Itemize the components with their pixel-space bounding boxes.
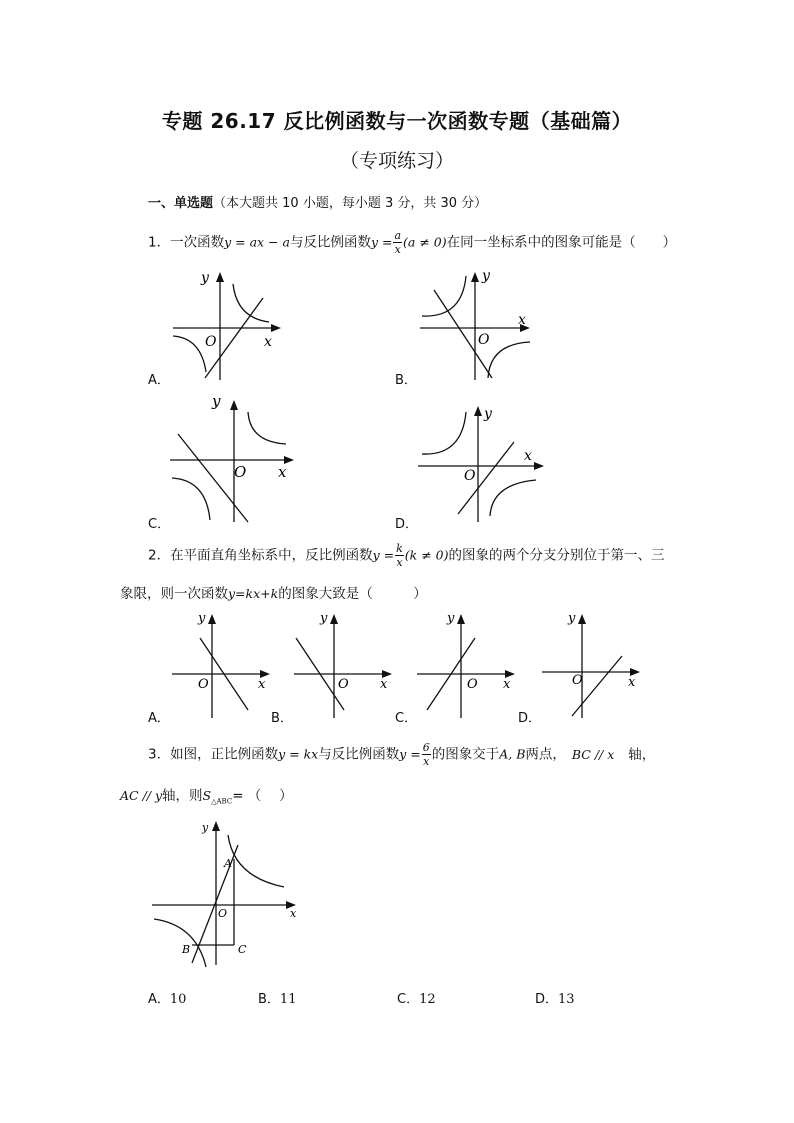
choice-value: 11 bbox=[279, 992, 297, 1007]
choice-letter: C． bbox=[397, 992, 420, 1007]
question-number: 1． bbox=[148, 234, 171, 251]
q1-option-a[interactable]: A． bbox=[148, 373, 170, 388]
q2-text-2: 的图象的两个分支分别位于第一、三 bbox=[448, 547, 665, 564]
section-info: （本大题共 10 小题，每小题 3 分，共 30 分） bbox=[213, 196, 488, 211]
point-b-label: B bbox=[182, 943, 191, 956]
q1-graph-a bbox=[165, 262, 290, 384]
q3-figure bbox=[148, 815, 308, 973]
origin-label: O bbox=[338, 677, 349, 692]
q2-graph-b bbox=[290, 608, 400, 720]
question-1-text bbox=[148, 230, 676, 255]
q1-fraction bbox=[393, 230, 402, 255]
origin-label: O bbox=[572, 673, 583, 688]
axis-y-label: y bbox=[202, 821, 209, 834]
q3-choice-d[interactable] bbox=[535, 988, 575, 1007]
q3-text-3: 的图象交于 bbox=[431, 746, 500, 763]
question-number: 3． bbox=[148, 746, 171, 763]
axis-x-label: x bbox=[524, 448, 532, 464]
q2-graph-a bbox=[168, 608, 278, 720]
section-label: 一、单选题 bbox=[148, 196, 214, 211]
axis-x-label: x bbox=[518, 312, 526, 328]
axis-y-label: y bbox=[447, 611, 455, 626]
q2-fraction bbox=[395, 543, 404, 568]
q1-text-3: 在同一坐标系中的图象可能是（ ） bbox=[446, 234, 677, 251]
fraction-denominator: x bbox=[394, 243, 401, 256]
q2-text-4: 的图象大致是（ ） bbox=[278, 586, 427, 602]
q2-formula-linear: y=kx+k bbox=[228, 586, 279, 601]
axis-y-label: y bbox=[482, 268, 490, 284]
axis-y-label: y bbox=[198, 611, 206, 626]
choice-letter: A． bbox=[148, 992, 170, 1007]
page-subtitle: （专项练习） bbox=[339, 150, 454, 172]
q1-condition: (a ≠ 0) bbox=[403, 234, 447, 250]
choice-letter: B． bbox=[258, 992, 280, 1007]
q1-text-2: 与反比例函数 bbox=[289, 234, 371, 251]
q3-parallel-x: BC // x bbox=[571, 746, 615, 762]
q1-graph-c bbox=[168, 392, 308, 524]
fraction-denominator: x bbox=[423, 755, 430, 768]
question-2-text-line1 bbox=[148, 543, 664, 568]
axis-x-label: x bbox=[503, 677, 511, 692]
q3-formula-inverse: y = bbox=[399, 746, 421, 762]
q3-area-subscript: △ABC bbox=[211, 797, 233, 806]
axis-x-label: x bbox=[264, 334, 272, 350]
axis-y-label: y bbox=[212, 392, 221, 410]
q1-formula-inverse: y = bbox=[370, 234, 393, 250]
question-3-text-line1 bbox=[148, 742, 655, 767]
question-2-text-line2 bbox=[120, 582, 427, 602]
origin-label: O bbox=[218, 907, 228, 920]
choice-value: 12 bbox=[419, 992, 436, 1007]
origin-label: O bbox=[234, 463, 247, 481]
origin-label: O bbox=[205, 334, 217, 350]
axis-y-label: y bbox=[484, 406, 492, 422]
question-3-text-line2 bbox=[120, 784, 293, 806]
axis-y-label: y bbox=[320, 611, 328, 626]
q3-text-6: 轴，则 bbox=[162, 788, 203, 804]
choice-value: 13 bbox=[558, 992, 575, 1007]
q2-text-3: 象限，则一次函数 bbox=[120, 586, 228, 602]
fraction-numerator: k bbox=[396, 542, 403, 555]
q3-text-5: 轴， bbox=[628, 746, 656, 763]
q1-graph-b bbox=[412, 262, 542, 384]
q3-parallel-y: AC // y bbox=[120, 788, 163, 803]
axis-x-label: x bbox=[258, 677, 266, 692]
question-number: 2． bbox=[148, 547, 171, 564]
q1-graph-d bbox=[412, 400, 552, 524]
point-a-label: A bbox=[224, 857, 232, 870]
q3-points: A, B bbox=[499, 746, 526, 762]
axis-x-label: x bbox=[278, 463, 287, 481]
origin-label: O bbox=[464, 468, 476, 484]
q1-option-b[interactable]: B． bbox=[395, 373, 417, 388]
page-title: 专题 26.17 反比例函数与一次函数专题（基础篇） bbox=[161, 109, 633, 133]
q3-text-4: 两点， bbox=[525, 746, 566, 763]
origin-label: O bbox=[198, 677, 209, 692]
q2-option-c[interactable]: C． bbox=[395, 711, 418, 726]
q2-graph-d bbox=[540, 608, 650, 720]
q2-text-1: 在平面直角坐标系中，反比例函数 bbox=[170, 547, 373, 564]
q2-formula-inverse: y = bbox=[372, 547, 395, 563]
q1-text-1: 一次函数 bbox=[170, 234, 225, 251]
q3-fraction bbox=[422, 742, 431, 767]
q1-option-d[interactable]: D． bbox=[395, 517, 419, 532]
q2-option-d[interactable]: D． bbox=[518, 711, 542, 726]
q3-formula-direct: y = kx bbox=[278, 746, 319, 762]
fraction-denominator: x bbox=[396, 556, 403, 569]
origin-label: O bbox=[467, 677, 478, 692]
q3-choice-b[interactable] bbox=[258, 988, 296, 1007]
q2-graph-c bbox=[413, 608, 523, 720]
choice-value: 10 bbox=[169, 992, 187, 1007]
q3-choice-c[interactable] bbox=[397, 988, 436, 1007]
q3-text-1: 如图，正比例函数 bbox=[170, 746, 279, 763]
q3-text-7: = （ ） bbox=[232, 788, 293, 804]
point-c-label: C bbox=[238, 943, 247, 956]
section-header bbox=[148, 192, 487, 211]
axis-x-label: x bbox=[628, 675, 636, 690]
q3-area-symbol: S bbox=[202, 788, 212, 803]
q2-option-b[interactable]: B． bbox=[271, 711, 293, 726]
axis-y-label: y bbox=[201, 270, 209, 286]
axis-y-label: y bbox=[568, 611, 576, 626]
fraction-numerator: a bbox=[394, 229, 402, 242]
fraction-numerator: 6 bbox=[422, 741, 430, 754]
origin-label: O bbox=[478, 332, 490, 348]
q3-choice-a[interactable] bbox=[148, 988, 186, 1007]
q2-condition: (k ≠ 0) bbox=[404, 547, 449, 563]
q1-formula-linear: y = ax − a bbox=[224, 234, 290, 250]
q3-text-2: 与反比例函数 bbox=[318, 746, 400, 763]
choice-letter: D． bbox=[535, 992, 559, 1007]
q1-option-c[interactable]: C． bbox=[148, 517, 171, 532]
q2-option-a[interactable]: A． bbox=[148, 711, 170, 726]
axis-x-label: x bbox=[290, 907, 297, 920]
axis-x-label: x bbox=[380, 677, 388, 692]
